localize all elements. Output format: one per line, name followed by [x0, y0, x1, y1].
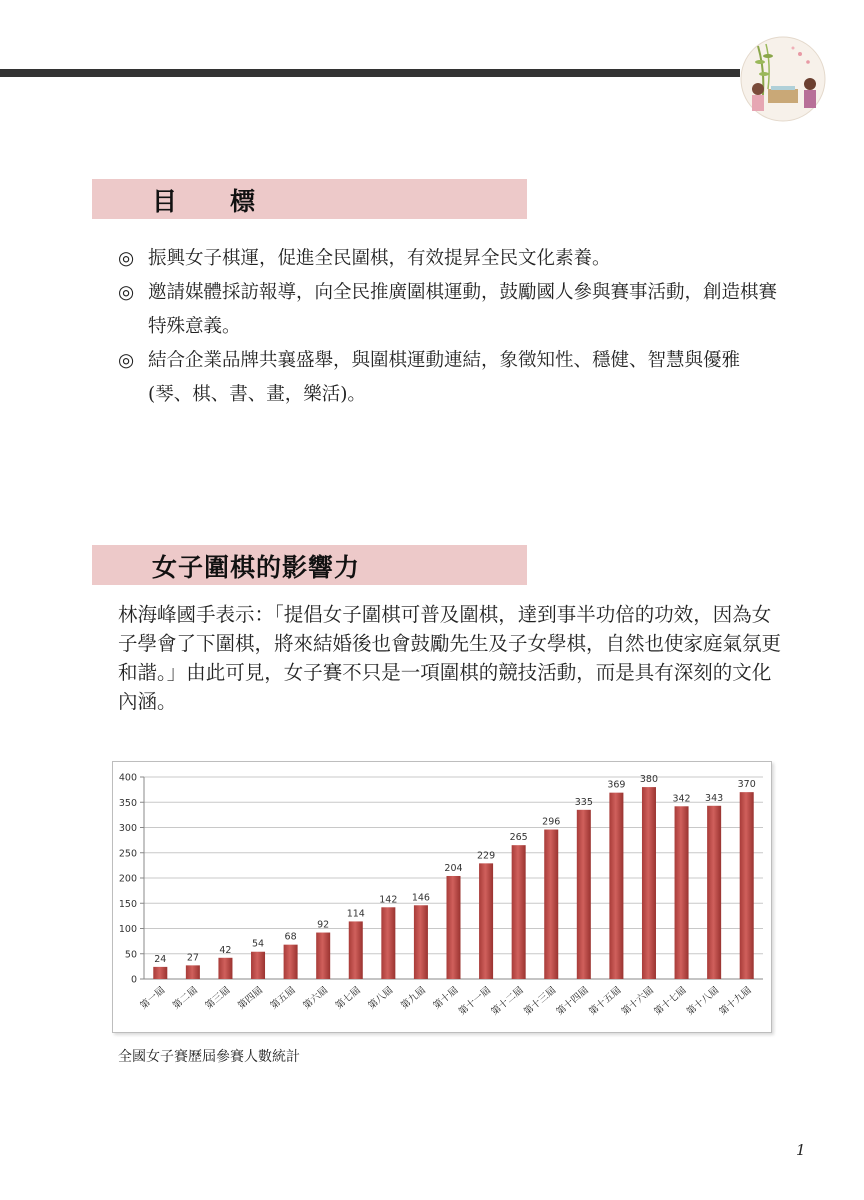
- bar-value-label: 296: [542, 816, 561, 828]
- bar: [381, 907, 395, 979]
- bar-value-label: 369: [607, 779, 626, 791]
- bar-value-label: 342: [672, 793, 691, 805]
- bar-value-label: 27: [186, 952, 199, 964]
- double-circle-bullet-icon: ◎: [118, 282, 135, 303]
- bar: [544, 830, 558, 979]
- bar-value-label: 114: [346, 908, 365, 920]
- x-category-label: 第十一屆: [456, 984, 494, 1018]
- bar: [186, 965, 200, 979]
- x-category-label: 第十七屆: [652, 984, 689, 1018]
- bar-value-label: 92: [317, 919, 330, 931]
- bar: [316, 933, 330, 979]
- bar: [512, 845, 526, 979]
- y-tick-label: 200: [118, 873, 137, 885]
- page-number: 1: [796, 1141, 806, 1159]
- x-category-label: 第十九屆: [717, 984, 754, 1018]
- goals-heading-banner: [92, 179, 527, 219]
- bar: [675, 806, 689, 979]
- double-circle-bullet-icon: ◎: [118, 248, 135, 269]
- bar: [218, 958, 232, 979]
- participants-bar-chart: [113, 762, 771, 1032]
- header-rule: [0, 69, 740, 77]
- bar-value-label: 68: [284, 931, 297, 943]
- go-players-illustration-icon: [738, 34, 828, 124]
- goal-text: 邀請媒體採訪報導，向全民推廣圍棋運動，鼓勵國人參與賽事活動，創造棋賽特殊意義。: [148, 282, 778, 337]
- goals-list: [118, 242, 778, 412]
- goal-item: [118, 276, 778, 344]
- x-category-label: 第十二屆: [489, 984, 526, 1018]
- bar-value-label: 146: [411, 892, 430, 904]
- x-category-label: 第八屆: [366, 984, 396, 1012]
- x-category-label: 第七屆: [333, 984, 363, 1012]
- x-category-label: 第十五屆: [587, 984, 624, 1018]
- bar-value-label: 24: [154, 953, 167, 965]
- bar: [577, 810, 591, 979]
- x-category-label: 第十三屆: [521, 984, 559, 1018]
- x-category-label: 第十屆: [431, 984, 461, 1012]
- y-tick-label: 100: [118, 924, 137, 935]
- bar: [251, 952, 265, 979]
- participants-chart-frame: [112, 761, 772, 1033]
- bar-value-label: 229: [477, 850, 496, 862]
- impact-paragraph: 林海峰國手表示：「提倡女子圍棋可普及圍棋，達到事半功倍的功效，因為女子學會了下圍棋，將來結婚後也會鼓勵先生及子女學棋，自然也使家庭氣氛更和諧。」由此可見，女子賽不只是一項圍棋的競技活動，而是具有深刻的文化內涵。: [118, 603, 782, 713]
- bar: [349, 921, 363, 979]
- double-circle-bullet-icon: ◎: [118, 350, 135, 371]
- y-tick-label: 150: [118, 898, 137, 910]
- bar-value-label: 380: [639, 774, 659, 786]
- x-category-label: 第五屆: [268, 984, 298, 1012]
- bar: [153, 967, 167, 979]
- goal-item: [118, 242, 778, 276]
- x-category-label: 第一屆: [138, 984, 168, 1012]
- goal-text: 振興女子棋運，促進全民圍棋，有效提昇全民文化素養。: [148, 248, 611, 269]
- impact-heading-banner: [92, 545, 527, 585]
- goals-heading: 目 標: [152, 187, 270, 216]
- y-tick-label: 400: [118, 772, 137, 784]
- x-category-label: 第六屆: [301, 984, 331, 1012]
- bar-value-label: 42: [219, 944, 232, 956]
- bar: [707, 806, 721, 979]
- bar: [284, 945, 298, 979]
- bar: [740, 792, 754, 979]
- x-category-label: 第十四屆: [554, 984, 591, 1018]
- x-category-label: 第二屆: [170, 984, 200, 1012]
- bar-value-label: 343: [705, 792, 724, 804]
- x-category-label: 第三屆: [203, 984, 233, 1012]
- bar-value-label: 335: [574, 796, 593, 808]
- y-tick-label: 300: [118, 823, 137, 834]
- goal-text: 結合企業品牌共襄盛舉，與圍棋運動連結，象徵知性、穩健、智慧與優雅(琴、棋、書、畫，樂活)。: [148, 350, 741, 405]
- impact-heading: 女子圍棋的影響力: [152, 553, 361, 582]
- bar-value-label: 142: [379, 894, 398, 906]
- y-tick-label: 350: [118, 797, 137, 809]
- chart-caption: 全國女子賽歷屆參賽人數統計: [118, 1049, 300, 1065]
- bar: [414, 905, 428, 979]
- y-tick-label: 250: [118, 848, 137, 860]
- bar-value-label: 204: [444, 862, 463, 874]
- y-tick-label: 50: [124, 949, 137, 961]
- x-category-label: 第十八屆: [684, 984, 722, 1018]
- x-category-label: 第四屆: [236, 984, 265, 1012]
- bar-value-label: 265: [509, 832, 528, 844]
- bar-value-label: 54: [251, 938, 265, 950]
- bar-value-label: 370: [737, 779, 756, 791]
- x-category-label: 第九屆: [398, 984, 428, 1012]
- bar: [609, 793, 623, 979]
- goal-item: [118, 344, 778, 412]
- bar: [446, 876, 460, 979]
- bar: [479, 863, 493, 979]
- bar: [642, 787, 656, 979]
- y-tick-label: 0: [130, 974, 137, 986]
- x-category-label: 第十六屆: [619, 984, 656, 1018]
